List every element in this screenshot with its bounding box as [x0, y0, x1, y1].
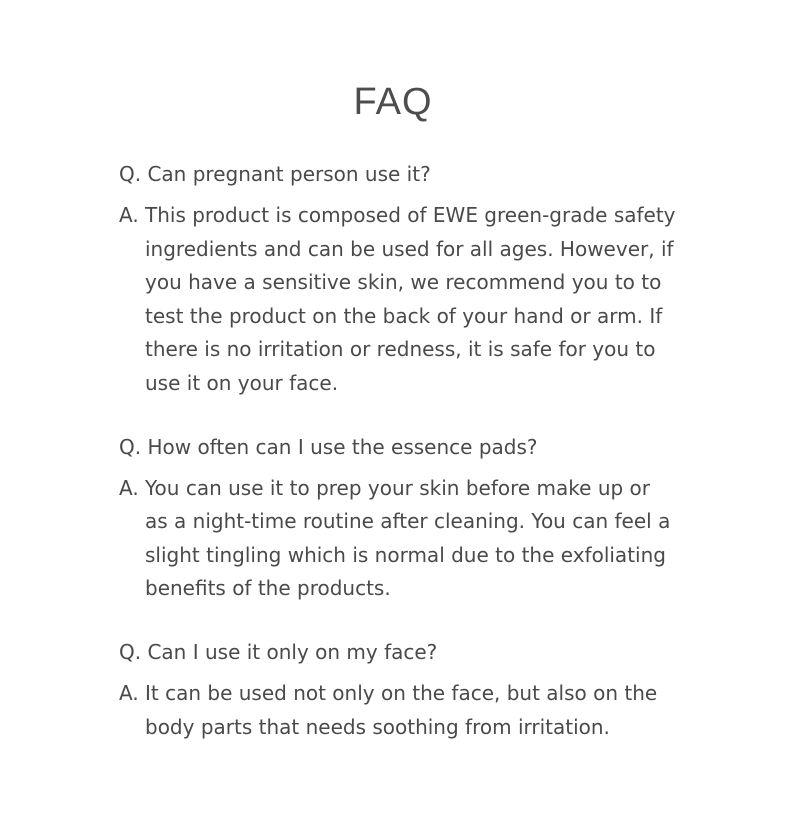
faq-item — [119, 158, 679, 401]
answer-prefix: A. — [119, 475, 139, 500]
page-title: FAQ — [353, 81, 433, 123]
answer-prefix: A. — [119, 680, 139, 705]
faq-list — [119, 158, 679, 774]
faq-answer — [119, 472, 679, 606]
faq-question: Q. Can I use it only on my face? — [119, 639, 438, 664]
faq-answer — [119, 677, 679, 744]
faq-answer — [119, 199, 679, 401]
answer-text: It can be used not only on the face, but also on the body parts that needs soothing from irritation. — [145, 680, 658, 739]
faq-item — [119, 431, 679, 606]
answer-prefix: A. — [119, 203, 139, 227]
faq-question: Q. How often can I use the essence pads? — [119, 434, 538, 459]
answer-text: You can use it to prep your skin before make up or as a night-time routine after cleaning. You can feel a slight tingling which is normal due to the exfoliating benefits of the products. — [145, 475, 671, 601]
answer-text: This product is composed of EWE green-grade safety ingredients and can be used for all ages. However, if you have a sensitive skin, we recommend you to to test the product on the back of your hand or arm. If there is no irritation or redness, it is safe for you to use it on your face. — [145, 203, 676, 395]
faq-question: Q. Can pregnant person use it? — [119, 162, 431, 186]
faq-item — [119, 636, 679, 744]
